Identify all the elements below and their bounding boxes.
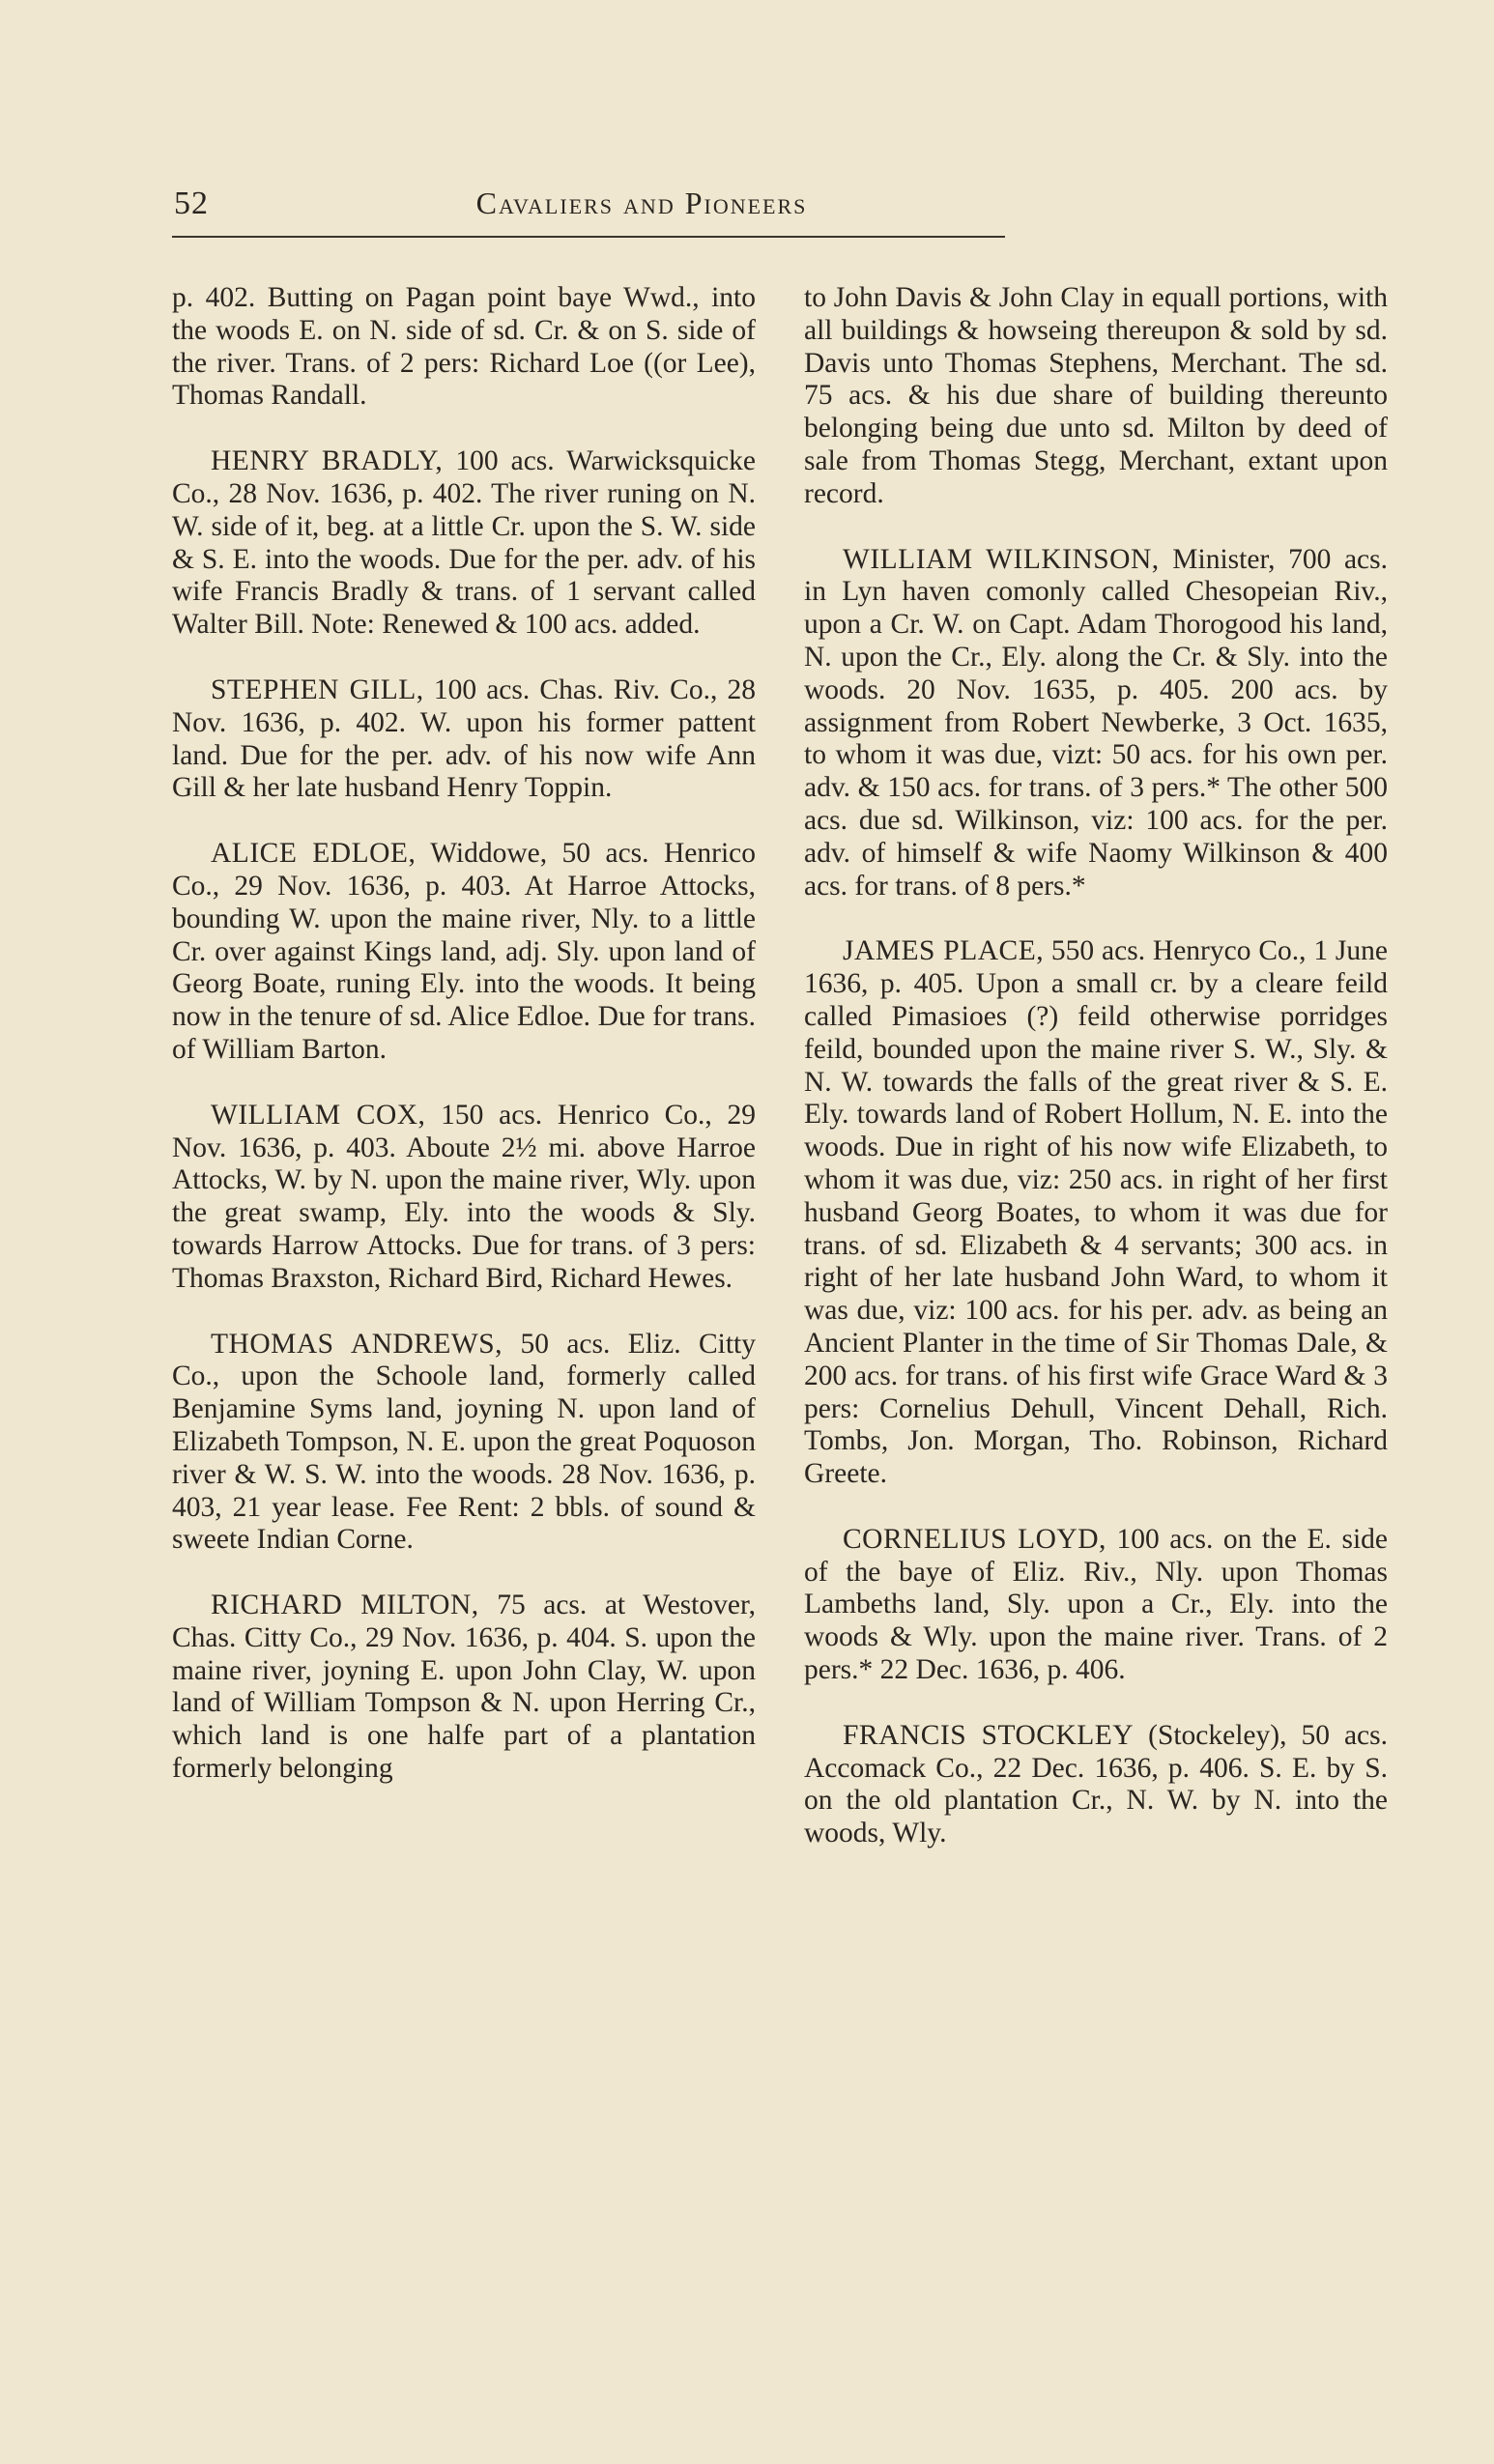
entry-text: 100 acs. Warwicksquicke Co., 28 Nov. 1636, p. 402. The river runing on N. W. side of it, beg. at a little Cr. upon the S. W. side & S. E. into the woods. Due for the per. adv. of his wife Francis Bradly & trans. of 1 servant called Walter Bill. Note: Renewed & 100 acs. added. [172,445,756,641]
entry-name: HENRY BRADLY, [211,445,444,477]
patent-entry [172,838,756,1067]
entry-text: 50 acs. Eliz. Citty Co., upon the Schoole land, formerly called Benjamine Syms land, joyning N. upon land of Elizabeth Tompson, N. E. upon the great Poquoson river & W. S. W. into the woods. 28 Nov. 1636, p. 403, 21 year lease. Fee Rent: 2 bbls. of sound & sweete Indian Corne. [172,1328,756,1556]
entry-text: 100 acs. Chas. Riv. Co., 28 Nov. 1636, p. 402. W. upon his former pattent land. Due for the per. adv. of his now wife Ann Gill & her late husband Henry Toppin. [172,673,756,804]
entry-text: 550 acs. Henryco Co., 1 June 1636, p. 405. Upon a small cr. by a cleare feild called Pimasioes (?) feild otherwise porridges feild, bounded upon the maine river S. W., Sly. & N. W. towards the falls of the great river & S. E. Ely. towards land of Robert Hollum, N. E. into the woods. Due in right of his now wife Elizabeth, to whom it was due, viz: 250 acs. in right of her first husband Georg Boates, to whom it was due for trans. of sd. Elizabeth & 4 servants; 300 acs. in right of her late husband John Ward, to whom it was due, viz: 100 acs. for his per. adv. as being an Ancient Planter in the time of Sir Thomas Dale, & 200 acs. for trans. of his first wife Grace Ward & 3 pers: Cornelius Dehull, Vincent Dehall, Rich. Tombs, Jon. Morgan, Tho. Robinson, Richard Greete. [804,935,1388,1490]
running-title: Cavaliers and Pioneers [475,186,808,220]
patent-entry [172,1590,756,1786]
entry-name: FRANCIS STOCKLEY [843,1719,1135,1751]
entry-text: Widdowe, 50 acs. Henrico Co., 29 Nov. 1636, p. 403. At Harroe Attocks, bounding W. upon the maine river, Nly. to a little Cr. over against Kings land, adj. Sly. upon land of Georg Boate, runing Ely. into the woods. It being now in the tenure of sd. Alice Edloe. Due for trans. of William Barton. [172,838,756,1065]
patent-entry [172,674,756,805]
entry-continuation [804,282,1388,511]
patent-entry [172,1329,756,1558]
entry-text: 150 acs. Henrico Co., 29 Nov. 1636, p. 403. Aboute 2½ mi. above Harroe Attocks, W. by N. upon the maine river, Wly. upon the great swamp, Ely. into the woods & Sly. towards Harrow Attocks. Due for trans. of 3 pers: Thomas Braxston, Richard Bird, Richard Hewes. [172,1099,756,1294]
entry-text: (Stockeley), 50 acs. Accomack Co., 22 Dec. 1636, p. 406. S. E. by S. on the old plantation Cr., N. W. by N. into the woods, Wly. [804,1719,1388,1849]
entry-continuation [172,282,756,413]
entry-name: CORNELIUS LOYD, [843,1523,1106,1555]
entry-text: Minister, 700 acs. in Lyn haven comonly called Chesopeian Riv., upon a Cr. W. on Capt. Adam Thorogood his land, N. upon the Cr., Ely. along the Cr. & Sly. into the woods. 20 Nov. 1635, p. 405. 200 acs. by assignment from Robert Newberke, 3 Oct. 1635, to whom it was due, vizt: 50 acs. for his own per. adv. & 150 acs. for trans. of 3 pers.* The other 500 acs. due sd. Wilkinson, viz: 100 acs. for the per. adv. of himself & wife Naomy Wilkinson & 400 acs. for trans. of 8 pers.* [804,543,1388,902]
running-header [172,186,1005,238]
patent-entry [804,544,1388,903]
entry-text: to John Davis & John Clay in equall portions, with all buildings & howseing thereupon & sold by sd. Davis unto Thomas Stephens, Merchant. The sd. 75 acs. & his due share of building thereunto belonging being due unto sd. Milton by deed of sale from Thomas Stegg, Merchant, extant upon record. [804,282,1388,509]
entry-name: WILLIAM WILKINSON, [843,543,1160,575]
patent-entry [172,1100,756,1296]
patent-entry [804,1720,1388,1850]
entry-name: WILLIAM COX, [211,1099,426,1131]
entry-name: STEPHEN GILL, [211,673,424,705]
patent-entry [804,935,1388,1491]
entry-text: 100 acs. on the E. side of the baye of Eliz. Riv., Nly. upon Thomas Lambeths land, Sly. upon a Cr., Ely. into the woods & Wly. upon the maine river. Trans. of 2 pers.* 22 Dec. 1636, p. 406. [804,1523,1389,1686]
patent-entry [804,1524,1388,1687]
page-number: 52 [174,186,209,221]
entry-text: 75 acs. at Westover, Chas. Citty Co., 29 Nov. 1636, p. 404. S. upon the maine river, joyning E. upon John Clay, W. upon land of William Tompson & N. upon Herring Cr., which land is one halfe part of a plantation formerly belonging [172,1590,756,1785]
entry-name: JAMES PLACE, [843,935,1045,967]
patent-entry [172,445,756,642]
entry-name: ALICE EDLOE, [211,838,417,870]
entry-name: RICHARD MILTON, [211,1590,479,1621]
right-column [804,282,1388,1883]
entry-text: p. 402. Butting on Pagan point baye Wwd., into the woods E. on N. side of sd. Cr. & on S. side of the river. Trans. of 2 pers: Richard Loe ((or Lee), Thomas Randall. [172,282,756,412]
entry-name: THOMAS ANDREWS, [211,1328,503,1360]
left-column [172,282,756,1819]
